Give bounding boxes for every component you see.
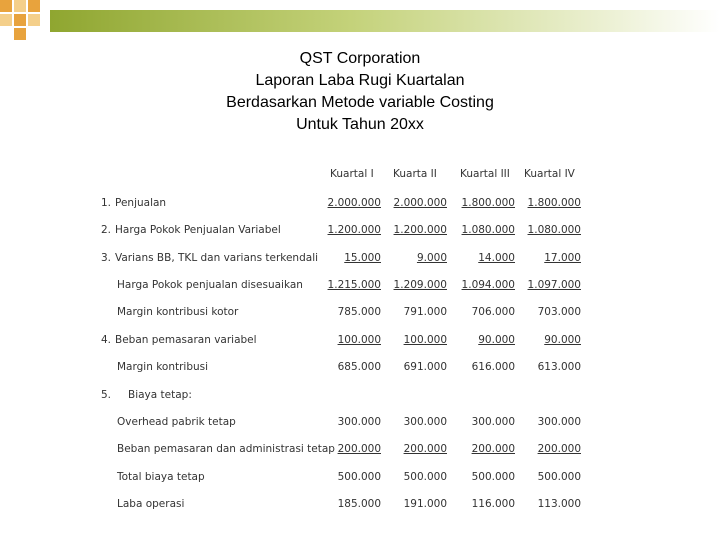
report-name: Laporan Laba Rugi Kuartalan — [255, 72, 465, 89]
row-value: 90.000 — [544, 334, 581, 346]
row-value: 191.000 — [403, 498, 447, 510]
row-value: 1.800.000 — [461, 197, 515, 209]
row-value: 200.000 — [537, 443, 581, 455]
row-value: 14.000 — [478, 252, 515, 264]
row-value: 500.000 — [471, 471, 515, 483]
row-value: 9.000 — [416, 252, 447, 264]
row-value: 791.000 — [403, 306, 447, 318]
row-value: 200.000 — [403, 443, 447, 455]
row-value: 1.094.000 — [461, 279, 515, 291]
row-value: 691.000 — [403, 361, 447, 373]
row-value: 2.000.000 — [327, 197, 381, 209]
row-value: 1.800.000 — [527, 197, 581, 209]
row-value: 15.000 — [344, 252, 381, 264]
row-value: 1.209.000 — [393, 279, 447, 291]
row-number: 3. — [101, 252, 112, 264]
column-header: Kuarta II — [393, 168, 437, 180]
row-label: Laba operasi — [117, 498, 185, 510]
row-value: 2.000.000 — [393, 197, 447, 209]
row-value: 685.000 — [337, 361, 381, 373]
row-value: 1.215.000 — [327, 279, 381, 291]
row-value: 300.000 — [471, 416, 515, 428]
row-number: 5. — [101, 389, 112, 401]
row-label: Overhead pabrik tetap — [117, 416, 236, 428]
column-header: Kuartal I — [330, 168, 374, 180]
row-value: 185.000 — [337, 498, 381, 510]
row-value: 1.080.000 — [461, 224, 515, 236]
row-value: 200.000 — [337, 443, 381, 455]
row-label: Margin kontribusi kotor — [117, 306, 239, 318]
row-value: 706.000 — [471, 306, 515, 318]
row-value: 300.000 — [337, 416, 381, 428]
row-label: Harga Pokok Penjualan Variabel — [115, 224, 281, 236]
row-value: 1.097.000 — [527, 279, 581, 291]
row-label: Penjualan — [115, 197, 167, 209]
row-value: 90.000 — [478, 334, 515, 346]
row-value: 300.000 — [403, 416, 447, 428]
row-label: Varians BB, TKL dan varians terkendali — [115, 252, 319, 264]
row-value: 200.000 — [471, 443, 515, 455]
column-header: Kuartal IV — [524, 168, 575, 180]
row-label: Harga Pokok penjualan disesuaikan — [117, 279, 303, 291]
report-period: Untuk Tahun 20xx — [296, 116, 424, 133]
column-header: Kuartal III — [460, 168, 510, 180]
row-value: 1.200.000 — [327, 224, 381, 236]
row-number: 1. — [101, 197, 112, 209]
row-value: 300.000 — [537, 416, 581, 428]
row-value: 500.000 — [403, 471, 447, 483]
row-value: 1.080.000 — [527, 224, 581, 236]
report-method: Berdasarkan Metode variable Costing — [226, 94, 494, 111]
row-value: 500.000 — [537, 471, 581, 483]
row-value: 613.000 — [537, 361, 581, 373]
row-number: 4. — [101, 334, 112, 346]
company-name: QST Corporation — [299, 50, 421, 67]
row-value: 100.000 — [403, 334, 447, 346]
row-value: 500.000 — [337, 471, 381, 483]
row-value: 17.000 — [544, 252, 581, 264]
row-label: Beban pemasaran variabel — [115, 334, 257, 346]
row-number: 2. — [101, 224, 112, 236]
row-value: 785.000 — [337, 306, 381, 318]
row-label: Total biaya tetap — [117, 471, 205, 483]
row-value: 703.000 — [537, 306, 581, 318]
row-value: 616.000 — [471, 361, 515, 373]
row-value: 116.000 — [471, 498, 515, 510]
row-value: 113.000 — [537, 498, 581, 510]
row-label: Biaya tetap: — [128, 389, 192, 401]
row-value: 100.000 — [337, 334, 381, 346]
row-label: Beban pemasaran dan administrasi tetap — [117, 443, 335, 455]
row-label: Margin kontribusi — [117, 361, 209, 373]
row-value: 1.200.000 — [393, 224, 447, 236]
